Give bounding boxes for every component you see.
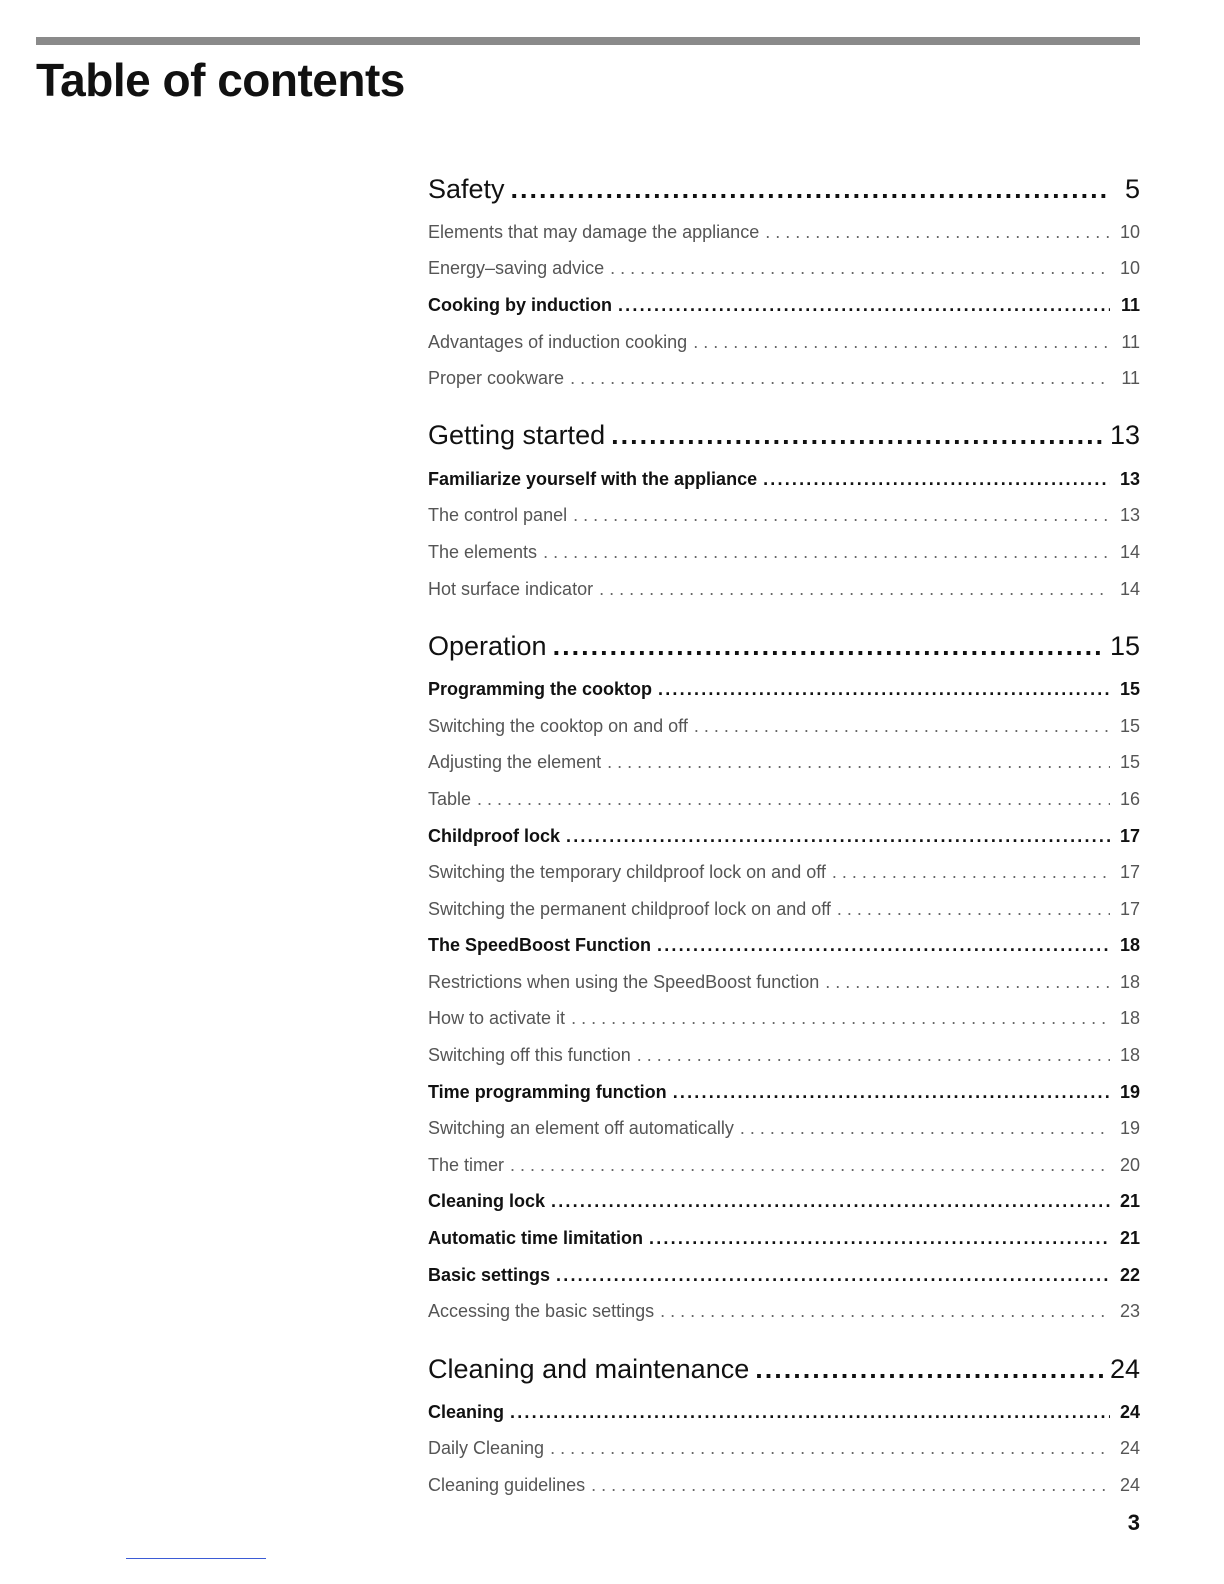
toc-section[interactable] [428, 1257, 1140, 1294]
toc-subsection-label: How to activate it [428, 1008, 566, 1029]
toc-section[interactable] [428, 1184, 1140, 1221]
dot-leader [693, 332, 1110, 353]
toc-section-label: Automatic time limitation [428, 1228, 644, 1249]
toc-chapter[interactable] [428, 411, 1140, 461]
toc-section-page-number: 18 [1119, 935, 1140, 956]
dot-leader [511, 174, 1110, 205]
dot-leader [551, 1191, 1110, 1212]
dot-leader [832, 862, 1110, 883]
toc-subsection-label: Advantages of induction cooking [428, 331, 688, 352]
toc-section[interactable] [428, 1394, 1140, 1431]
toc-subsection-label: Proper cookware [428, 368, 565, 389]
toc-subsection[interactable] [428, 1001, 1140, 1038]
dot-leader [694, 716, 1110, 737]
toc-subsection-label: Switching off this function [428, 1045, 631, 1066]
toc-subsection[interactable] [428, 1037, 1140, 1074]
toc-subsection[interactable] [428, 854, 1140, 891]
dot-leader [837, 899, 1110, 920]
toc-section-page-number: 11 [1120, 294, 1140, 315]
toc-subsection[interactable] [428, 781, 1140, 818]
toc-chapter-page-number: 15 [1109, 630, 1140, 661]
toc-chapter[interactable] [428, 621, 1140, 671]
toc-subsection-page-number: 19 [1119, 1118, 1140, 1139]
toc-subsection-label: Switching an element off automatically [428, 1118, 734, 1139]
toc-section-label: Cleaning lock [428, 1191, 546, 1212]
dot-leader [543, 542, 1110, 563]
toc-section-page-number: 17 [1119, 825, 1140, 846]
toc-subsection[interactable] [428, 1147, 1140, 1184]
toc-section-label: Time programming function [428, 1081, 667, 1102]
dot-leader [553, 631, 1104, 662]
dot-leader [637, 1045, 1110, 1066]
toc-chapter-label: Safety [428, 173, 505, 204]
dot-leader [658, 679, 1110, 700]
dot-leader [550, 1438, 1110, 1459]
toc-subsection-label: Accessing the basic settings [428, 1301, 655, 1322]
toc-subsection[interactable] [428, 708, 1140, 745]
dot-leader [556, 1265, 1110, 1286]
toc-subsection-page-number: 13 [1119, 505, 1140, 526]
toc-subsection-page-number: 24 [1119, 1475, 1140, 1496]
dot-leader [657, 935, 1110, 956]
toc-section-page-number: 15 [1119, 679, 1140, 700]
dot-leader [765, 222, 1110, 243]
dot-leader [649, 1228, 1110, 1249]
dot-leader [573, 505, 1110, 526]
toc-subsection-label: The control panel [428, 505, 568, 526]
toc-subsection-page-number: 10 [1119, 258, 1140, 279]
toc-section[interactable] [428, 1074, 1140, 1111]
toc-section-label: Familiarize yourself with the appliance [428, 468, 758, 489]
toc-section-label: Cooking by induction [428, 294, 612, 315]
toc-subsection-label: Daily Cleaning [428, 1438, 545, 1459]
toc-subsection-page-number: 18 [1119, 971, 1140, 992]
toc-subsection-page-number: 16 [1119, 788, 1140, 809]
toc-section-page-number: 21 [1119, 1191, 1140, 1212]
dot-leader [607, 752, 1110, 773]
toc-subsection-page-number: 10 [1119, 221, 1140, 242]
toc-section[interactable] [428, 1220, 1140, 1257]
toc-section-page-number: 19 [1119, 1081, 1140, 1102]
toc-chapter-label: Cleaning and maintenance [428, 1353, 750, 1384]
toc-subsection-label: Switching the temporary childproof lock on and off [428, 862, 826, 883]
toc-subsection[interactable] [428, 745, 1140, 782]
toc-subsection-label: Elements that may damage the appliance [428, 221, 760, 242]
toc-chapter[interactable] [428, 1344, 1140, 1394]
toc-subsection[interactable] [428, 534, 1140, 571]
dot-leader [763, 469, 1110, 490]
dot-leader [571, 1008, 1110, 1029]
toc-section[interactable] [428, 287, 1140, 324]
link-underline [126, 1558, 266, 1559]
toc-subsection[interactable] [428, 1293, 1140, 1330]
toc-subsection[interactable] [428, 1467, 1140, 1504]
toc-subsection-page-number: 18 [1119, 1045, 1140, 1066]
toc-chapter-page-number: 24 [1109, 1353, 1140, 1384]
toc-section-page-number: 24 [1119, 1401, 1140, 1422]
toc-subsection-page-number: 18 [1119, 1008, 1140, 1029]
toc-subsection[interactable] [428, 498, 1140, 535]
toc-subsection-label: Adjusting the element [428, 752, 602, 773]
toc-chapter[interactable] [428, 164, 1140, 214]
toc-section-label: The SpeedBoost Function [428, 935, 651, 956]
page-title: Table of contents [36, 54, 405, 106]
toc-section[interactable] [428, 671, 1140, 708]
dot-leader [510, 1402, 1110, 1423]
toc-subsection-label: Switching the cooktop on and off [428, 715, 688, 736]
dot-leader [660, 1301, 1110, 1322]
header-rule [36, 37, 1140, 45]
toc-subsection-label: The timer [428, 1154, 505, 1175]
toc-subsection-page-number: 14 [1119, 541, 1140, 562]
dot-leader [755, 1354, 1104, 1385]
toc-subsection-page-number: 17 [1119, 898, 1140, 919]
dot-leader [740, 1118, 1110, 1139]
toc-subsection-label: Hot surface indicator [428, 578, 594, 599]
toc-subsection[interactable] [428, 964, 1140, 1001]
toc-subsection-label: Energy–saving advice [428, 258, 605, 279]
toc-subsection[interactable] [428, 324, 1140, 361]
toc-subsection[interactable] [428, 891, 1140, 928]
toc-section-label: Programming the cooktop [428, 679, 653, 700]
dot-leader [570, 368, 1110, 389]
toc-section-label: Childproof lock [428, 825, 560, 846]
table-of-contents [428, 164, 1140, 1504]
toc-subsection-label: Restrictions when using the SpeedBoost function [428, 971, 820, 992]
toc-section-label: Cleaning [428, 1401, 505, 1422]
toc-subsection-page-number: 20 [1119, 1154, 1140, 1175]
toc-section[interactable] [428, 461, 1140, 498]
toc-chapter-label: Getting started [428, 420, 606, 451]
toc-subsection[interactable] [428, 214, 1140, 251]
toc-subsection-label: Table [428, 788, 472, 809]
toc-subsection-label: The elements [428, 541, 538, 562]
dot-leader [825, 972, 1110, 993]
toc-subsection[interactable] [428, 571, 1140, 608]
toc-section-page-number: 22 [1119, 1264, 1140, 1285]
toc-subsection-page-number: 11 [1121, 331, 1140, 352]
toc-subsection[interactable] [428, 251, 1140, 288]
dot-leader [510, 1155, 1110, 1176]
toc-subsection-page-number: 24 [1119, 1438, 1140, 1459]
toc-section[interactable] [428, 818, 1140, 855]
page-number: 3 [1127, 1510, 1140, 1535]
toc-subsection[interactable] [428, 1110, 1140, 1147]
dot-leader [618, 295, 1110, 316]
dot-leader [599, 579, 1110, 600]
dot-leader [477, 789, 1110, 810]
toc-subsection-label: Cleaning guidelines [428, 1475, 586, 1496]
toc-section[interactable] [428, 928, 1140, 965]
toc-subsection[interactable] [428, 1431, 1140, 1468]
toc-subsection-page-number: 14 [1119, 578, 1140, 599]
toc-chapter-page-number: 5 [1124, 173, 1140, 204]
toc-subsection[interactable] [428, 360, 1140, 397]
toc-subsection-page-number: 15 [1119, 752, 1140, 773]
dot-leader [566, 826, 1110, 847]
toc-section-page-number: 13 [1119, 468, 1140, 489]
dot-leader [591, 1475, 1110, 1496]
toc-section-page-number: 21 [1119, 1228, 1140, 1249]
dot-leader [611, 420, 1104, 451]
toc-subsection-label: Switching the permanent childproof lock on and off [428, 898, 831, 919]
toc-subsection-page-number: 23 [1119, 1301, 1140, 1322]
dot-leader [673, 1082, 1110, 1103]
toc-section-label: Basic settings [428, 1264, 551, 1285]
toc-chapter-page-number: 13 [1109, 420, 1140, 451]
toc-chapter-label: Operation [428, 630, 547, 661]
toc-subsection-page-number: 11 [1121, 368, 1140, 389]
toc-subsection-page-number: 17 [1119, 862, 1140, 883]
toc-subsection-page-number: 15 [1119, 715, 1140, 736]
dot-leader [610, 258, 1110, 279]
